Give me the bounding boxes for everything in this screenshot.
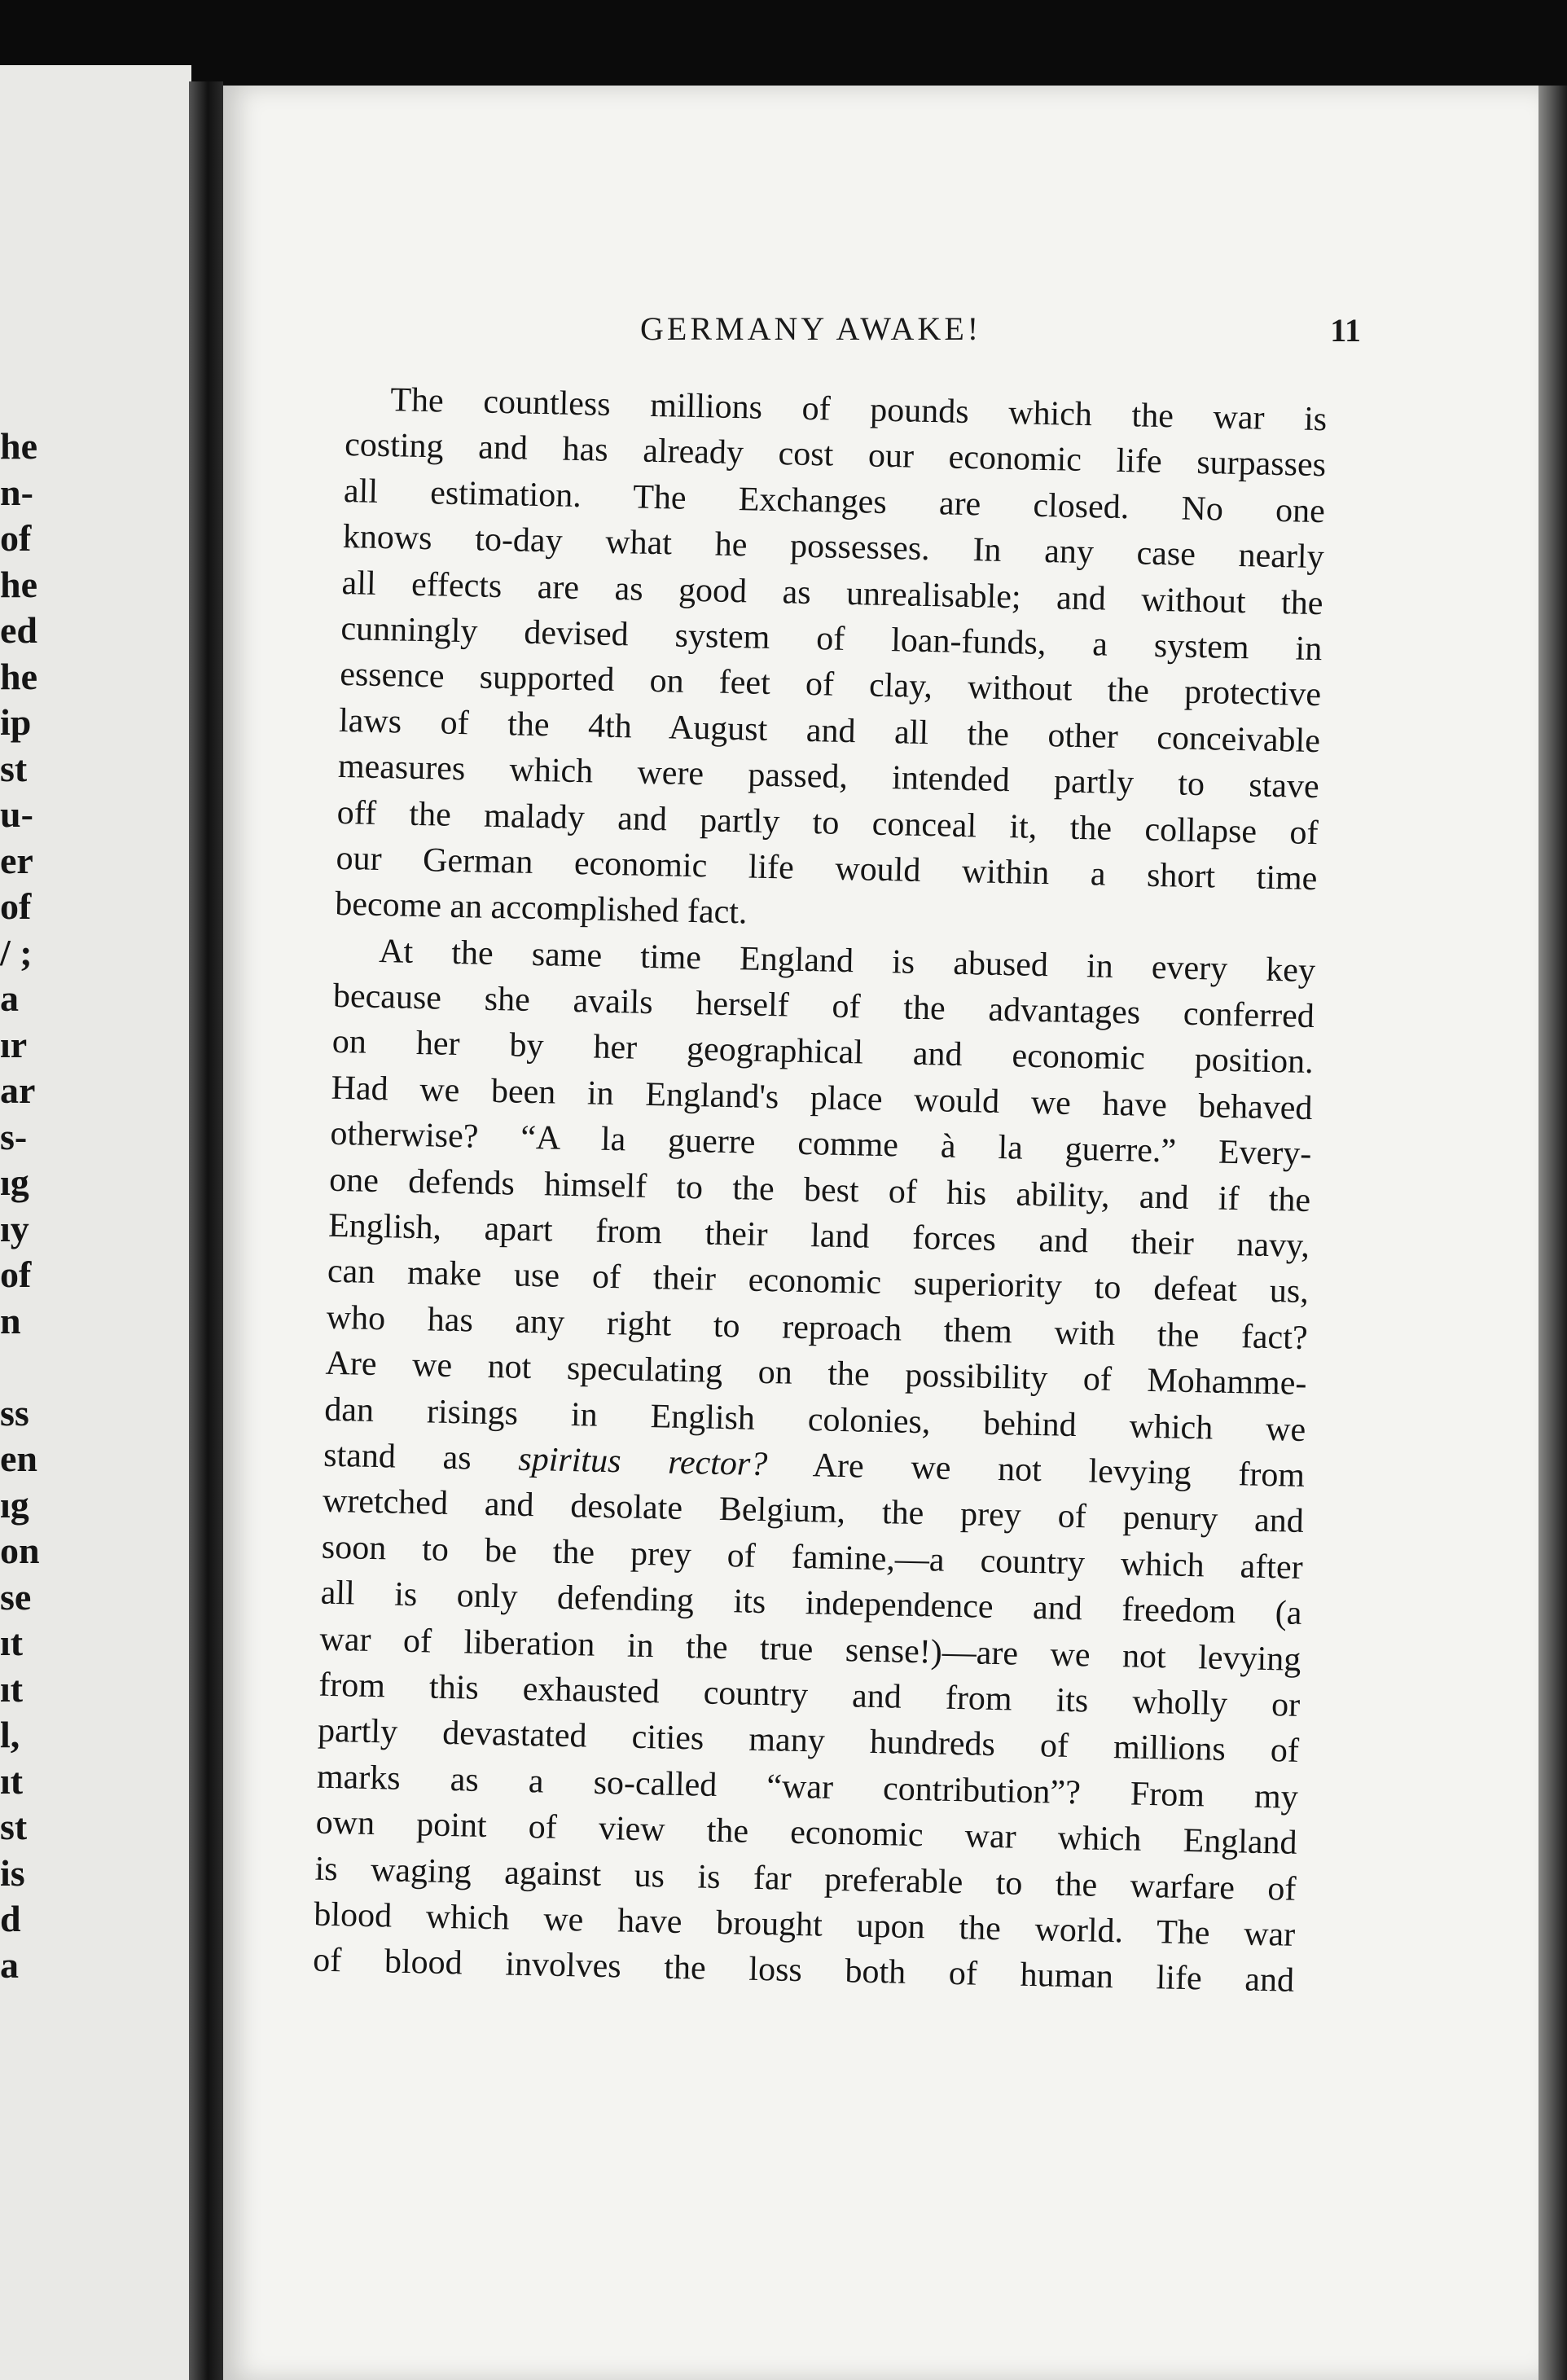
text-line: our German economic life would within a short time (336, 839, 1318, 898)
text-line: wretched and desolate Belgium, the prey of penury and (322, 1482, 1305, 1541)
left-fragment-line: en (0, 1438, 37, 1479)
page-number: 11 (1330, 312, 1361, 349)
text-line: of blood involves the loss both of human life and (312, 1941, 1295, 2000)
text-line: marks as a so-called “war contribution”? From my (316, 1758, 1299, 1816)
left-fragment-line: is (0, 1851, 25, 1894)
left-fragment-line: ıt (0, 1622, 24, 1663)
text-line: laws of the 4th August and all the other conceivable (338, 701, 1321, 760)
text-line: knows to-day what he possesses. In any case nearly (342, 518, 1325, 577)
text-line: is waging against us is far preferable to the warfare of (314, 1850, 1297, 1908)
left-fragment-line: er (0, 839, 33, 881)
left-fragment-line: / ; (0, 931, 33, 973)
left-fragment-line: s- (0, 1115, 28, 1157)
text-line: blood which we have brought upon the world. The war (313, 1895, 1296, 1954)
book-gutter (189, 81, 223, 2380)
left-fragment-line: n (0, 1299, 21, 1341)
text-line: war of liberation in the true sense!)—are we not levying (319, 1620, 1301, 1679)
text-segment: Are we not levying from (766, 1446, 1306, 1495)
left-fragment-line: se (0, 1575, 32, 1618)
text-line: can make use of their economic superiority to defeat us, (327, 1253, 1310, 1311)
text-line: one defends himself to the best of his ability, and if the (328, 1161, 1311, 1219)
text-line: all effects are as good as unrealisable; and without the (341, 564, 1323, 622)
text-line: costing and has already cost our economic life surpasses (344, 426, 1327, 485)
text-segment: stand as (323, 1436, 519, 1478)
left-fragment-line (0, 1344, 49, 1390)
left-fragment-line: of (0, 1254, 32, 1295)
text-line: otherwise? “A la guerre comme à la guerre.” Every- (330, 1115, 1312, 1174)
left-fragment-line: st (0, 747, 28, 789)
text-line: dan risings in English colonies, behind which we (323, 1390, 1306, 1449)
text-line: essence supported on feet of clay, without the protective (339, 656, 1322, 714)
text-line: soon to be the prey of famine,—a country which after (321, 1528, 1304, 1587)
left-fragment-line: of (0, 517, 32, 559)
left-fragment-line: ed (0, 609, 37, 651)
left-fragment-line: ip (0, 701, 32, 743)
text-line: At the same time England is abused in every key (378, 932, 1316, 990)
left-page-fragment (0, 65, 191, 2380)
left-fragment-line: a (0, 977, 19, 1019)
left-fragment-line: a (0, 1943, 19, 1986)
left-fragment-line: ıg (0, 1483, 29, 1526)
left-fragment-line: ıg (0, 1161, 29, 1203)
text-line: Are we not speculating on the possibility of Mohamme- (325, 1344, 1307, 1403)
text-line: partly devastated cities many hundreds of millions of (317, 1711, 1300, 1771)
text-line: because she avails herself of the advantages conferred (332, 977, 1315, 1036)
text-line: measures which were passed, intended partly to stave (337, 748, 1320, 806)
text-line: off the malady and partly to conceal it, the collapse of (336, 793, 1319, 852)
left-fragment-line: he (0, 655, 37, 697)
text-line: Had we been in England's place would we have behaved (331, 1069, 1313, 1127)
page-edge-shadow (1538, 86, 1567, 2380)
text-line: The countless millions of pounds which the war is (389, 381, 1328, 439)
left-fragment-line: ır (0, 1023, 28, 1065)
left-fragment-line: ar (0, 1069, 36, 1111)
left-fragment-line: he (0, 425, 37, 467)
running-title: GERMANY AWAKE! (640, 310, 982, 347)
left-fragment-line: of (0, 885, 32, 927)
left-fragment-line: on (0, 1530, 40, 1571)
text-line: on her by her geographical and economic position. (331, 1023, 1315, 1082)
text-line: own point of view the economic war which England (315, 1803, 1298, 1862)
body-text (313, 376, 1328, 2004)
left-fragment-line: st (0, 1806, 28, 1847)
left-fragment-line: u- (0, 793, 33, 835)
left-fragment-line: ıy (0, 1207, 29, 1249)
text-line: all is only defending its independence and freedom (a (320, 1574, 1302, 1633)
text-line: English, apart from their land forces and their navy, (327, 1206, 1310, 1266)
italic-phrase: spiritus rector? (517, 1440, 768, 1484)
left-fragment-line: l, (0, 1714, 20, 1755)
text-line: cunningly devised system of loan-funds, a system in (340, 609, 1323, 669)
left-fragment-line: ss (0, 1391, 29, 1434)
left-fragment-line: ıt (0, 1759, 24, 1802)
text-line: who has any right to reproach them with the fact? (326, 1298, 1309, 1357)
left-fragment-line: ıt (0, 1667, 24, 1710)
left-fragment-line: n- (0, 471, 33, 513)
text-line: from this exhausted country and from its wholly or (318, 1666, 1301, 1724)
left-fragment-line: he (0, 563, 37, 605)
text-line: all estimation. The Exchanges are closed. No one (343, 472, 1326, 530)
left-page-text-fragments (0, 424, 49, 1988)
left-fragment-line: d (0, 1898, 21, 1939)
text-line: become an accomplished fact. (334, 885, 748, 932)
